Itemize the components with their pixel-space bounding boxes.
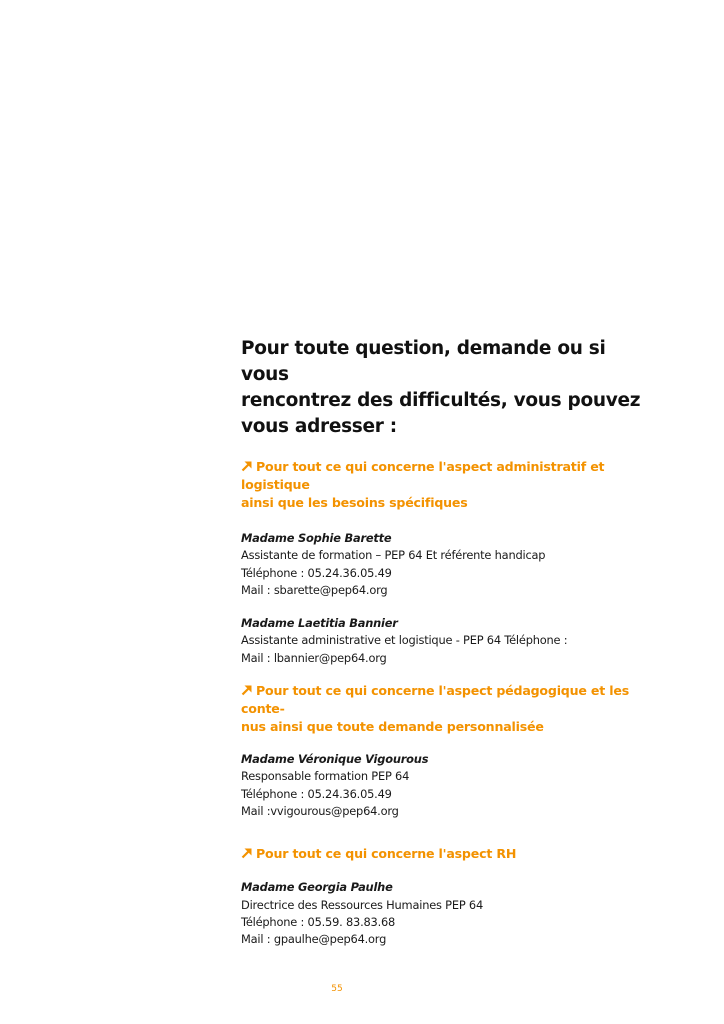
contact-role: Assistante administrative et logistique - PEP 64 Téléphone : — [241, 633, 568, 648]
contact-role: Directrice des Ressources Humaines PEP 64 — [241, 897, 484, 912]
section-title-line: Pour tout ce qui concerne l'aspect pédagogique et les conte- — [241, 683, 630, 717]
contact-name: Madame Véronique Vigourous — [241, 752, 429, 767]
contact-phone: Téléphone : 05.24.36.05.49 — [241, 786, 392, 801]
page-number: 55 — [331, 984, 343, 994]
contact-mail: Mail : sbarette@pep64.org — [241, 582, 388, 597]
section-hr — [241, 845, 641, 948]
section-title-line: ainsi que les besoins spécifiques — [241, 495, 468, 510]
contact-card — [241, 879, 641, 948]
heading-line: vous adresser : — [241, 416, 397, 437]
section-title-line: Pour tout ce qui concerne l'aspect RH — [256, 846, 517, 862]
contact-role: Responsable formation PEP 64 — [241, 769, 410, 784]
contact-phone: Téléphone : 05.24.36.05.49 — [241, 565, 392, 580]
contact-role: Assistante de formation – PEP 64 Et référente handicap — [241, 548, 546, 563]
page-heading — [241, 336, 641, 440]
section-administrative — [241, 458, 641, 667]
section-title-line: nus ainsi que toute demande personnalisée — [241, 719, 544, 735]
contact-phone: Téléphone : 05.59. 83.83.68 — [241, 914, 396, 929]
arrow-up-right-icon — [241, 460, 253, 472]
section-title — [241, 845, 641, 863]
contact-mail: Mail :vvigourous@pep64.org — [241, 803, 399, 818]
section-pedagogical — [241, 682, 641, 820]
section-title — [241, 682, 641, 736]
contact-name: Madame Laetitia Bannier — [241, 616, 398, 631]
contact-mail: Mail : lbannier@pep64.org — [241, 650, 387, 665]
contact-card — [241, 530, 641, 599]
section-title-line: Pour tout ce qui concerne l'aspect administratif et logistique — [241, 459, 605, 492]
contact-card — [241, 751, 641, 820]
contact-name: Madame Sophie Barette — [241, 531, 392, 545]
arrow-up-right-icon — [241, 684, 253, 696]
contact-information — [241, 336, 641, 948]
contact-card — [241, 615, 641, 667]
contact-name: Madame Georgia Paulhe — [241, 880, 393, 895]
contact-mail: Mail : gpaulhe@pep64.org — [241, 932, 387, 947]
section-title — [241, 458, 641, 512]
heading-line: Pour toute question, demande ou si vous — [241, 338, 606, 385]
heading-line: rencontrez des difficultés, vous pouvez — [241, 390, 641, 411]
arrow-up-right-icon — [241, 847, 253, 859]
